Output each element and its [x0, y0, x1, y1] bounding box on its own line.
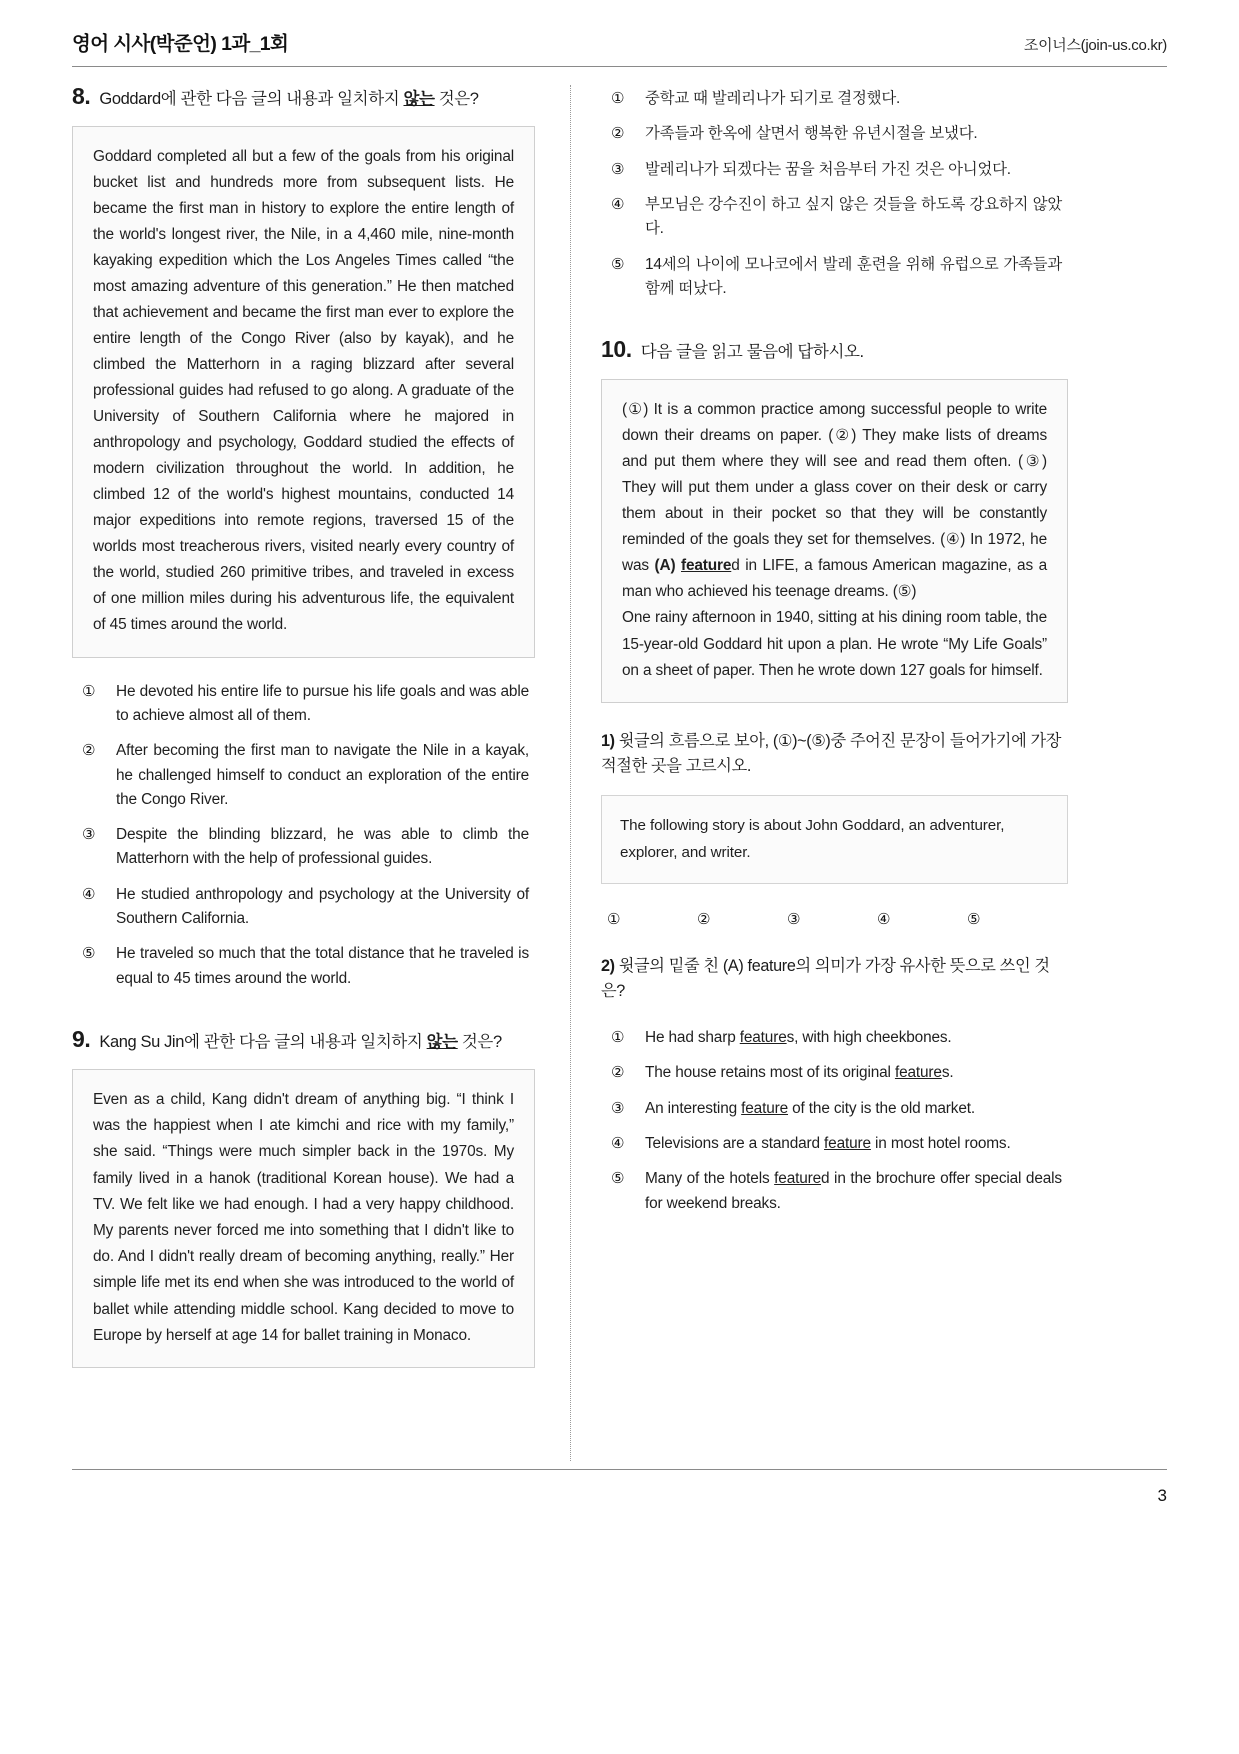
choice-label: 발레리나가 되겠다는 꿈을 처음부터 가진 것은 아니었다. — [645, 160, 1011, 178]
choice-item[interactable] — [82, 680, 529, 729]
choice-marker-4: ④ — [611, 1135, 625, 1153]
choice-item[interactable] — [611, 253, 1062, 302]
choice-label — [645, 1132, 1062, 1156]
choice-item[interactable] — [611, 1167, 1062, 1216]
choice-marker-2: ② — [611, 1064, 625, 1082]
choice-label — [645, 1097, 1062, 1121]
passage-underlined-word: feature — [681, 557, 732, 575]
choice-marker-3: ③ — [611, 160, 625, 178]
choice-item[interactable] — [611, 122, 1062, 146]
choice-item[interactable] — [611, 1097, 1062, 1121]
choice-label: He studied anthropology and psychology at the University of Southern California. — [116, 885, 529, 928]
choice-label: 14세의 나이에 모나코에서 발레 훈련을 위해 유럽으로 가족들과 함께 떠났다. — [645, 255, 1062, 297]
choice-text-post: s. — [941, 1064, 954, 1082]
answer-option-1[interactable]: ① — [607, 910, 621, 928]
choice-label: He traveled so much that the total distance that he traveled is equal to 45 times around the world. — [116, 945, 529, 987]
choice-text-pre: Many of the hotels — [645, 1170, 775, 1188]
choice-marker-1: ① — [611, 1029, 625, 1047]
two-column-body — [72, 85, 1167, 1461]
choice-marker-3: ③ — [611, 1099, 625, 1117]
question-9-choices — [601, 87, 1068, 301]
choice-marker-4: ④ — [82, 885, 96, 903]
subquestion-2-choices — [601, 1026, 1068, 1216]
choice-item[interactable] — [611, 87, 1062, 111]
choice-text-pre: Televisions are a standard — [645, 1135, 825, 1153]
question-8-passage: Goddard completed all but a few of the goals from his original bucket list and hundreds more from subsequent lists. He became the first man in history to explore the entire length of the world's longest river, the Nile, in a 4,460 mile, nine-month kayaking expedition which the Los Angeles Times called “the most amazing adventure of this generation.” He then matched that achievement and became the first man ever to explore the entire length of the Congo River (also by kayak), and he climbed the Matterhorn in a raging blizzard after several professional guides had refused to go along. A graduate of the University of Southern California where he majored in anthropology and psychology, Goddard studied the effects of modern civilization throughout the world. In addition, he climbed 12 of the world's highest mountains, conducted 14 major expeditions into remote regions, traversed 15 of the worlds most treacherous rivers, visited nearly every country of the world, studied 260 primitive tribes, and traveled in excess of one million miles during his adventurous life, the equivalent of 45 times around the world. — [72, 126, 535, 658]
choice-label: He devoted his entire life to pursue his life goals and was able to achieve almost all of them. — [116, 682, 529, 724]
choice-item[interactable] — [611, 1061, 1062, 1085]
question-10-passage — [601, 379, 1068, 702]
subquestion-1-answer-options — [607, 910, 1068, 928]
choice-label — [645, 1061, 1062, 1085]
choice-text-pre: He had sharp — [645, 1029, 740, 1047]
document-title: 영어 시사(박준언) 1과_1회 — [72, 33, 289, 55]
question-8-prompt-emphasis: 않는 — [403, 90, 435, 108]
subquestion-1-given-sentence: The following story is about John Goddard, an adventurer, explorer, and writer. — [601, 795, 1068, 884]
choice-text-pre: An interesting — [645, 1099, 742, 1117]
choice-keyword: feature — [824, 1135, 871, 1153]
column-divider — [570, 85, 571, 1461]
running-head — [72, 28, 1167, 66]
choice-item[interactable] — [611, 1026, 1062, 1050]
choice-label — [645, 1167, 1062, 1216]
choice-marker-2: ② — [82, 742, 96, 760]
choice-keyword: feature — [774, 1170, 822, 1188]
question-10-prompt: 다음 글을 읽고 물음에 답하시오. — [640, 343, 864, 362]
choice-marker-4: ④ — [611, 195, 625, 213]
source-attribution: 조이너스(join-us.co.kr) — [1023, 37, 1167, 54]
choice-label: 가족들과 한옥에 살면서 행복한 유년시절을 보냈다. — [645, 125, 978, 143]
question-8-number: 8. — [72, 83, 91, 109]
choice-label: After becoming the first man to navigate the Nile in a kayak, he challenged himself to conduct an exploration of the entire the Congo River. — [116, 742, 529, 808]
choice-keyword: feature — [741, 1099, 789, 1117]
question-9-prompt-emphasis: 않는 — [426, 1033, 458, 1052]
passage-part-2: d in LIFE, a famous American magazine, as a man who achieved his teenage dreams. (⑤) — [622, 557, 1047, 601]
choice-text-post: d in the brochure offer special deals for weekend breaks. — [645, 1170, 1062, 1212]
subquestion-2-label: 2) — [601, 956, 615, 975]
question-9-passage: Even as a child, Kang didn't dream of anything big. “I think I was the happiest when I ate kimchi and rice with my family,” she said. “Things were much simpler back in the 1970s. My family lived in a hanok (traditional Korean house). We had a TV. We felt like we had enough. I had a very happy childhood. My parents never forced me into something that I didn't like to do. And I didn't really dream of becoming anything, really.” Her simple life met its end when she was introduced to the world of ballet while attending middle school. Kang decided to move to Europe by herself at age 14 for ballet training in Monaco. — [72, 1069, 535, 1368]
choice-item[interactable] — [82, 823, 529, 872]
choice-item[interactable] — [611, 1132, 1062, 1156]
subquestion-2-text: 윗글의 밑줄 친 (A) feature의 의미가 가장 유사한 뜻으로 쓰인 것은? — [601, 956, 1050, 1000]
choice-marker-2: ② — [611, 125, 625, 143]
choice-label — [645, 1026, 1062, 1050]
answer-option-3[interactable]: ③ — [787, 910, 801, 928]
choice-keyword: feature — [739, 1029, 787, 1047]
question-9-prompt-post: 것은? — [457, 1033, 502, 1052]
question-10-number: 10. — [601, 336, 632, 363]
question-9-number: 9. — [72, 1026, 91, 1053]
question-8-prompt-post: 것은? — [434, 90, 479, 108]
choice-text-post: in most hotel rooms. — [870, 1135, 1011, 1153]
choice-marker-5: ⑤ — [611, 255, 625, 273]
subquestion-1-text: 윗글의 흐름으로 보아, (①)~(⑤)중 주어진 문장이 들어가기에 가장 적절한 곳을 고르시오. — [601, 731, 1062, 775]
passage-marker-a: (A) — [654, 557, 676, 575]
subquestion-1-label: 1) — [601, 731, 615, 750]
choice-item[interactable] — [611, 158, 1062, 182]
choice-marker-1: ① — [611, 90, 625, 107]
page-number: 3 — [1157, 1486, 1167, 1505]
question-8-prompt — [99, 88, 478, 112]
left-column — [72, 85, 555, 1461]
choice-item[interactable] — [82, 739, 529, 812]
question-10-heading — [601, 338, 1068, 365]
column-gutter — [555, 85, 585, 1461]
choice-label: 중학교 때 발레리나가 되기로 결정했다. — [645, 90, 901, 107]
answer-option-5[interactable]: ⑤ — [967, 910, 981, 928]
choice-label: 부모님은 강수진이 하고 싶지 않은 것들을 하도록 강요하지 않았다. — [645, 195, 1062, 238]
choice-marker-5: ⑤ — [611, 1170, 625, 1188]
passage-part-3: One rainy afternoon in 1940, sitting at his dining room table, the 15-year-old Goddard hit upon a plan. He wrote “My Life Goals” on a sheet of paper. Then he wrote down 127 goals for himself. — [622, 609, 1047, 679]
passage-part-1: (①) It is a common practice among successful people to write down their dreams on paper. (②) They make lists of dreams and put them where they will see and read them often. (③) They will put them under a glass cover on their desk or carry them about in their pocket so that they will be constantly reminded of the goals they set for themselves. (④) In 1972, he was — [622, 401, 1047, 575]
choice-text-post: s, with high cheekbones. — [786, 1029, 952, 1047]
choice-item[interactable] — [82, 942, 529, 991]
choice-text-post: of the city is the old market. — [788, 1099, 975, 1117]
subquestion-2 — [601, 954, 1068, 1004]
choice-text-pre: The house retains most of its original — [645, 1064, 895, 1082]
right-column — [585, 85, 1068, 1461]
subquestion-1 — [601, 729, 1068, 779]
question-8-heading — [72, 85, 535, 112]
choice-item[interactable] — [82, 883, 529, 932]
choice-keyword: feature — [894, 1064, 942, 1082]
question-8-prompt-pre: Goddard에 관한 다음 글의 내용과 일치하지 — [99, 90, 404, 108]
choice-marker-1: ① — [82, 682, 96, 700]
answer-option-2[interactable]: ② — [697, 910, 711, 928]
question-9-prompt-pre: Kang Su Jin에 관한 다음 글의 내용과 일치하지 — [99, 1033, 427, 1052]
choice-label: Despite the blinding blizzard, he was able to climb the Matterhorn with the help of professional guides. — [116, 826, 529, 868]
question-9-prompt — [99, 1031, 501, 1055]
choice-marker-5: ⑤ — [82, 945, 96, 963]
choice-marker-3: ③ — [82, 826, 96, 844]
choice-item[interactable] — [611, 193, 1062, 242]
header-divider — [72, 66, 1167, 67]
answer-option-4[interactable]: ④ — [877, 910, 891, 928]
question-9-heading — [72, 1028, 535, 1055]
question-8-choices — [72, 680, 535, 992]
